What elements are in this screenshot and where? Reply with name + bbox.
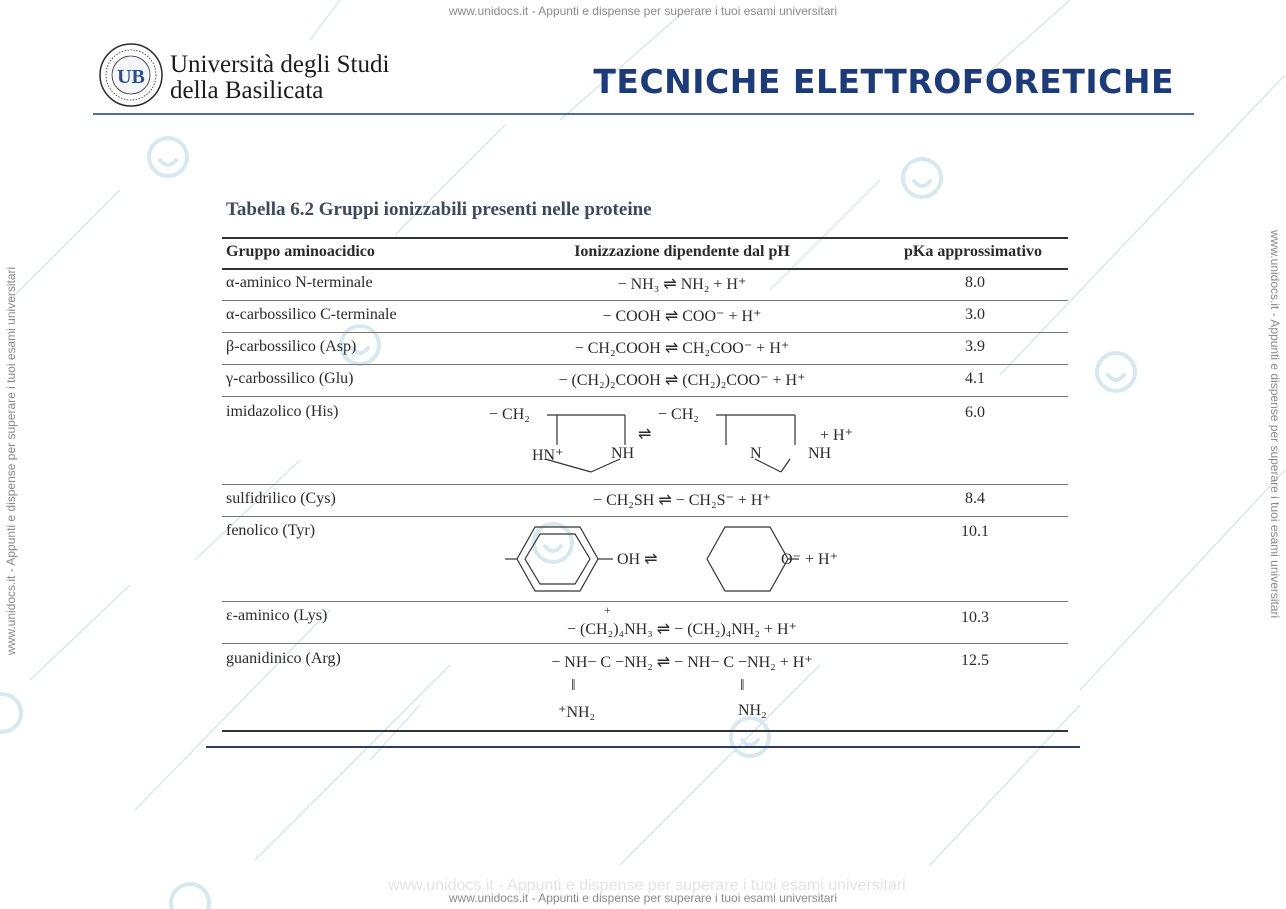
watermark-side-left: www.unidocs.it - Appunti e dispense per superare i tuoi esami universitari bbox=[4, 266, 18, 655]
imidazole-arrow: ⇌ bbox=[638, 426, 652, 443]
watermark-side-right: www.unidocs.it - Appunti e dispense per superare i tuoi esami universitari bbox=[1268, 230, 1282, 619]
university-name-line1: Università degli Studi bbox=[170, 51, 390, 78]
row-group-3: γ-carbossilico (Glu) bbox=[226, 370, 354, 387]
imidazole-right-nh: NH bbox=[808, 445, 832, 462]
watermark-ghost-bottom: www.unidocs.it - Appunti e dispense per superare i tuoi esami universitari bbox=[388, 877, 906, 894]
row-pk-2: 3.9 bbox=[965, 338, 985, 355]
watermark-top: www.unidocs.it - Appunti e dispense per superare i tuoi esami universitari bbox=[448, 4, 838, 18]
imidazole-right-n: N bbox=[750, 445, 762, 462]
row-divider bbox=[222, 516, 1068, 517]
row-ionization-2: − CH₂COOH ⇌ CH₂COO⁻ + H⁺ bbox=[574, 340, 790, 357]
row-divider bbox=[222, 643, 1068, 644]
university-seal-icon bbox=[98, 42, 164, 108]
row-group-1: α-carbossilico C-terminale bbox=[226, 306, 397, 323]
imidazole-right-ch2: − CH₂ bbox=[658, 406, 699, 423]
watermark-bottom: www.unidocs.it - Appunti e dispense per superare i tuoi esami universitari bbox=[448, 891, 838, 905]
row-divider bbox=[222, 601, 1068, 602]
header-divider bbox=[93, 113, 1194, 115]
row-group-8: guanidinico (Arg) bbox=[226, 650, 341, 667]
row-group-5: sulfidrilico (Cys) bbox=[226, 490, 336, 507]
row-divider bbox=[222, 300, 1068, 301]
row-pk-3: 4.1 bbox=[965, 370, 985, 387]
row-pk-7: 10.3 bbox=[961, 609, 989, 626]
logo-monogram: UB bbox=[117, 66, 145, 88]
arg-sub-left: ⁺NH₂ bbox=[558, 704, 596, 721]
table-bottom-rule bbox=[222, 730, 1068, 732]
imidazole-structure bbox=[480, 400, 840, 475]
university-name bbox=[170, 52, 389, 104]
table-caption: Tabella 6.2 Gruppi ionizzabili presenti nelle proteine bbox=[226, 199, 652, 220]
imidazole-left-hn: HN⁺ bbox=[532, 447, 564, 464]
column-header-pk: pKa approssimativo bbox=[904, 243, 1042, 260]
lys-charge: + bbox=[604, 603, 611, 617]
row-ionization-5: − CH₂SH ⇌ − CH₂S⁻ + H⁺ bbox=[593, 492, 771, 509]
row-group-0: α-aminico N-terminale bbox=[226, 274, 373, 291]
phenol-right-label: O⁻ + H⁺ bbox=[781, 551, 839, 568]
row-pk-0: 8.0 bbox=[965, 274, 985, 291]
row-pk-6: 10.1 bbox=[961, 523, 989, 540]
row-group-7: ε-aminico (Lys) bbox=[226, 607, 328, 624]
row-group-4: imidazolico (His) bbox=[226, 403, 339, 420]
phenol-left-label: OH ⇌ bbox=[617, 551, 658, 568]
arg-bond-left: ‖ bbox=[571, 677, 576, 694]
row-group-2: β-carbossilico (Asp) bbox=[226, 338, 357, 355]
table-top-rule bbox=[222, 237, 1068, 239]
row-ionization-1: − COOH ⇌ COO⁻ + H⁺ bbox=[602, 308, 762, 325]
table-header-rule bbox=[222, 268, 1068, 270]
row-ionization-3: − (CH₂)₂COOH ⇌ (CH₂)₂COO⁻ + H⁺ bbox=[558, 372, 806, 389]
row-pk-5: 8.4 bbox=[965, 490, 985, 507]
row-divider bbox=[222, 484, 1068, 485]
row-pk-8: 12.5 bbox=[961, 652, 989, 669]
column-header-ionization: Ionizzazione dipendente dal pH bbox=[574, 243, 790, 260]
row-divider bbox=[222, 364, 1068, 365]
university-name-line2: della Basilicata bbox=[170, 77, 324, 104]
row-pk-1: 3.0 bbox=[965, 306, 985, 323]
imidazole-left-ch2: − CH₂ bbox=[489, 406, 530, 423]
row-ionization-8: − NH− C −NH₂ ⇌ − NH− C −NH₂ + H⁺ bbox=[551, 654, 813, 671]
row-divider bbox=[222, 396, 1068, 397]
page-bottom-divider bbox=[206, 746, 1080, 748]
row-pk-4: 6.0 bbox=[965, 404, 985, 421]
imidazole-left-nh: NH bbox=[611, 445, 635, 462]
row-ionization-0: − NH₃ ⇌ NH₂ + H⁺ bbox=[617, 276, 747, 293]
arg-sub-right: NH₂ bbox=[738, 702, 767, 719]
row-group-6: fenolico (Tyr) bbox=[226, 522, 316, 539]
page-title: TECNICHE ELETTROFORETICHE bbox=[593, 62, 1174, 101]
row-divider bbox=[222, 332, 1068, 333]
row-ionization-7: − (CH₂)₄NH₃ ⇌ − (CH₂)₄NH₂ + H⁺ bbox=[567, 621, 797, 638]
column-header-group: Gruppo aminoacidico bbox=[226, 243, 375, 260]
phenol-structure bbox=[505, 522, 815, 596]
arg-bond-right: ‖ bbox=[740, 677, 745, 694]
imidazole-tail: + H⁺ bbox=[820, 427, 854, 444]
